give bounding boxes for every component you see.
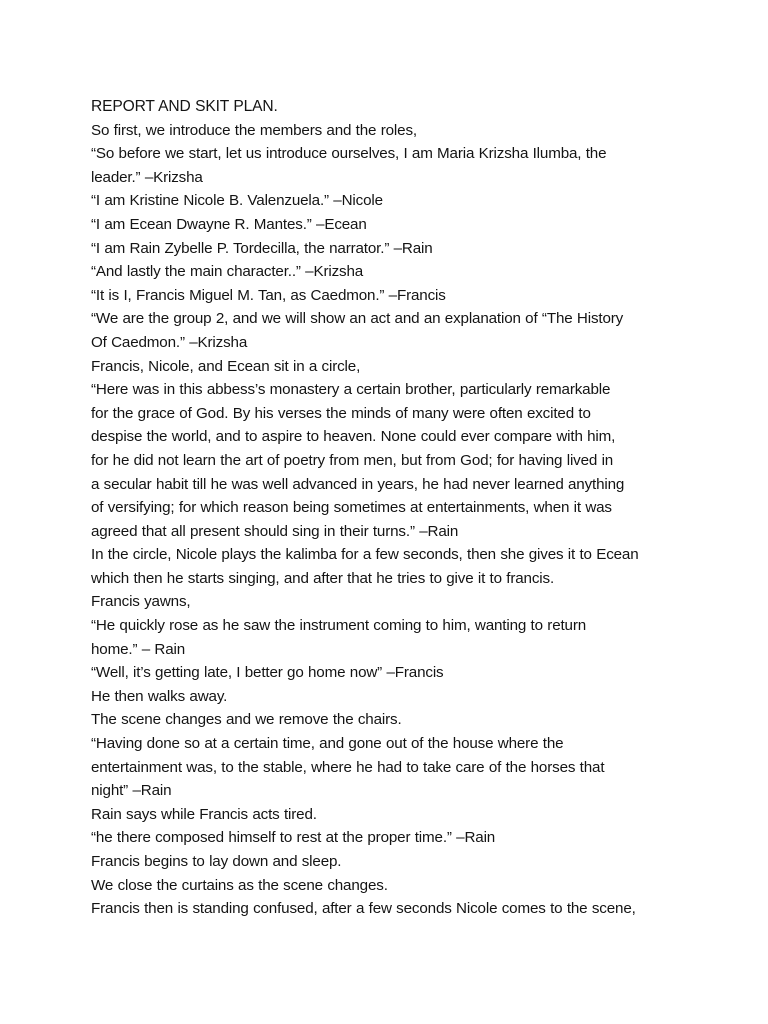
text-line: “I am Kristine Nicole B. Valenzuela.” –Nicole — [91, 192, 383, 210]
text-line: Rain says while Francis acts tired. — [91, 805, 317, 823]
text-line: which then he starts singing, and after that he tries to give it to francis. — [91, 569, 555, 587]
text-line: We close the curtains as the scene changes. — [91, 876, 388, 894]
text-line: leader.” –Krizsha — [91, 168, 203, 186]
text-line: despise the world, and to aspire to heaven. None could ever compare with him, — [91, 428, 616, 446]
document-body — [91, 95, 691, 921]
text-line: Francis begins to lay down and sleep. — [91, 853, 342, 870]
text-line: “It is I, Francis Miguel M. Tan, as Caedmon.” –Francis — [91, 286, 446, 304]
text-line: He then walks away. — [91, 687, 228, 705]
text-line: a secular habit till he was well advanced in years, he had never learned anything — [91, 475, 625, 493]
text-line: “Well, it’s getting late, I better go home now” –Francis — [91, 664, 444, 682]
text-line: for he did not learn the art of poetry from men, but from God; for having lived in — [91, 451, 614, 469]
text-line: Of Caedmon.” –Krizsha — [91, 333, 248, 351]
text-line: So first, we introduce the members and the roles, — [91, 121, 417, 139]
text-line: The scene changes and we remove the chairs. — [91, 711, 402, 729]
text-line: home.” – Rain — [91, 640, 186, 658]
text-line: “I am Ecean Dwayne R. Mantes.” –Ecean — [91, 215, 367, 233]
text-line: for the grace of God. By his verses the minds of many were often excited to — [91, 404, 591, 422]
text-line: “We are the group 2, and we will show an act and an explanation of “The History — [91, 310, 624, 328]
document-title: REPORT AND SKIT PLAN. — [91, 98, 278, 115]
text-line: of versifying; for which reason being sometimes at entertainments, when it was — [91, 499, 612, 517]
text-line: “And lastly the main character..” –Krizsha — [91, 263, 364, 281]
text-line: “Having done so at a certain time, and gone out of the house where the — [91, 735, 564, 753]
text-line: “So before we start, let us introduce ourselves, I am Maria Krizsha Ilumba, the — [91, 145, 607, 163]
text-line: “I am Rain Zybelle P. Tordecilla, the narrator.” –Rain — [91, 239, 433, 257]
text-line: Francis yawns, — [91, 593, 191, 611]
text-line: “Here was in this abbess’s monastery a certain brother, particularly remarkable — [91, 381, 611, 399]
text-line: “He quickly rose as he saw the instrument coming to him, wanting to return — [91, 617, 587, 635]
text-line: Francis then is standing confused, after a few seconds Nicole comes to the scene, — [91, 900, 636, 918]
text-line: entertainment was, to the stable, where he had to take care of the horses that — [91, 758, 605, 776]
text-line: In the circle, Nicole plays the kalimba for a few seconds, then she gives it to Ecean — [91, 546, 639, 564]
text-line: night” –Rain — [91, 782, 172, 800]
text-line: Francis, Nicole, and Ecean sit in a circle, — [91, 357, 361, 375]
text-line: agreed that all present should sing in their turns.” –Rain — [91, 522, 459, 540]
text-line: “he there composed himself to rest at the proper time.” –Rain — [91, 829, 496, 847]
